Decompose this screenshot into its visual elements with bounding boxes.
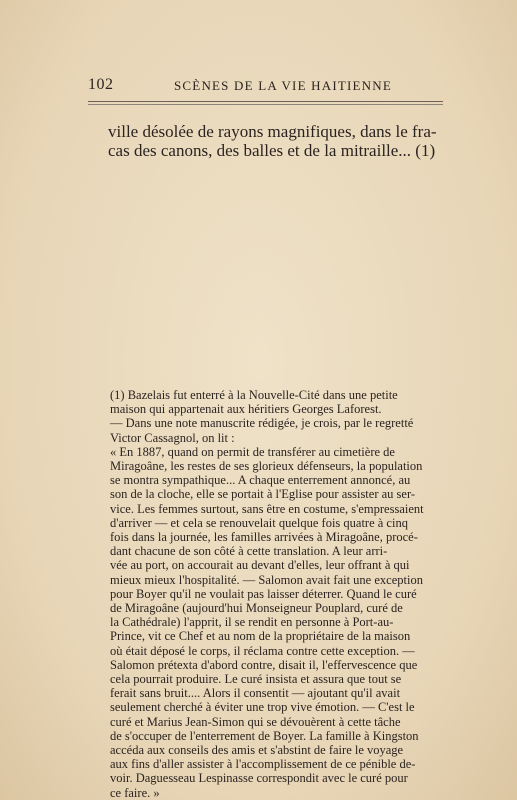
- footnote-line: aux fins d'aller assister à l'accomplissement de ce pénible de-: [110, 757, 416, 772]
- footnote-line: vice. Les femmes surtout, sans être en costume, s'empressaient: [110, 501, 424, 516]
- footnote-line: la Cathédrale) l'apprit, il se rendit en personne à Port-au-: [110, 615, 394, 630]
- footnote-line: Victor Cassagnol, on lit :: [110, 430, 235, 445]
- header-rule: [88, 101, 443, 102]
- footnote-line: accéda aux conseils des amis et s'abstint de faire le voyage: [110, 743, 404, 758]
- footnote-line: curé et Marius Jean-Simon qui se dévouèrent à cette tâche: [110, 714, 401, 729]
- footnote-line: son de la cloche, elle se portait à l'Eglise pour assister au ser-: [110, 487, 416, 502]
- footnote-line: Miragoâne, les restes de ses glorieux défenseurs, la population: [110, 459, 423, 474]
- footnote-line: se montra sympathique... A chaque enterrement annoncé, au: [110, 473, 411, 488]
- running-title: SCÈNES DE LA VIE HAITIENNE: [174, 78, 392, 93]
- footnote-line: de s'occuper de l'enterrement de Boyer. La famille à Kingston: [110, 728, 419, 743]
- footnote-block: [110, 388, 480, 800]
- footnote-line: Salomon prétexta d'abord contre, disait il, l'effervescence que: [110, 657, 418, 672]
- footnote-line: maison qui appartenait aux héritiers Georges Laforest.: [110, 402, 382, 417]
- text-line: cas des canons, des balles et de la mitraille... (1): [108, 141, 436, 160]
- footnote-line: (1) Bazelais fut enterré à la Nouvelle-Cité dans une petite: [110, 388, 398, 402]
- footnote-line: où était déposé le corps, il réclama contre cette exception. —: [110, 643, 415, 658]
- footnote-line: dant chacune de son côté à cette translation. A leur arri-: [110, 544, 388, 559]
- footnote-line: Prince, vit ce Chef et au nom de la propriétaire de la maison: [110, 629, 411, 644]
- footnote-line: pour Boyer qu'il ne voulait pas laisser déterrer. Quand le curé: [110, 586, 417, 601]
- footnote-line: « En 1887, quand on permit de transférer au cimetière de: [110, 444, 395, 459]
- footnote-line: — Dans une note manuscrite rédigée, je crois, par le regretté: [110, 416, 414, 431]
- footnote-line: vée au port, on accourait au devant d'elles, leur offrant à qui: [110, 558, 410, 573]
- footnote-line: cela pourrait produire. Le curé insista et assura que tout se: [110, 672, 402, 687]
- footnote-line: de Miragoâne (aujourd'hui Monseigneur Pouplard, curé de: [110, 601, 403, 616]
- header-rule-secondary: [88, 104, 443, 105]
- footnote-line: ferait sans bruit.... Alors il consentit — ajoutant qu'il avait: [110, 686, 401, 701]
- text-line: ville désolée de rayons magnifiques, dans le fra-: [108, 122, 437, 141]
- footnote-line: seulement cherché à éviter une trop vive émotion. — C'est le: [110, 700, 415, 715]
- footnote-line: mieux mieux l'hospitalité. — Salomon avait fait une exception: [110, 572, 423, 587]
- page-number: 102: [88, 76, 114, 93]
- page-header: [88, 76, 443, 96]
- main-text: [108, 122, 478, 160]
- footnote-line: d'arriver — et cela se renouvelait quelque fois quatre à cinq: [110, 515, 408, 530]
- footnote-line: fois dans la journée, les familles arrivées à Miragoâne, procé-: [110, 530, 418, 545]
- footnote-line: voir. Daguesseau Lespinasse correspondit avec le curé pour: [110, 771, 408, 786]
- footnote-line: ce faire. »: [110, 785, 160, 800]
